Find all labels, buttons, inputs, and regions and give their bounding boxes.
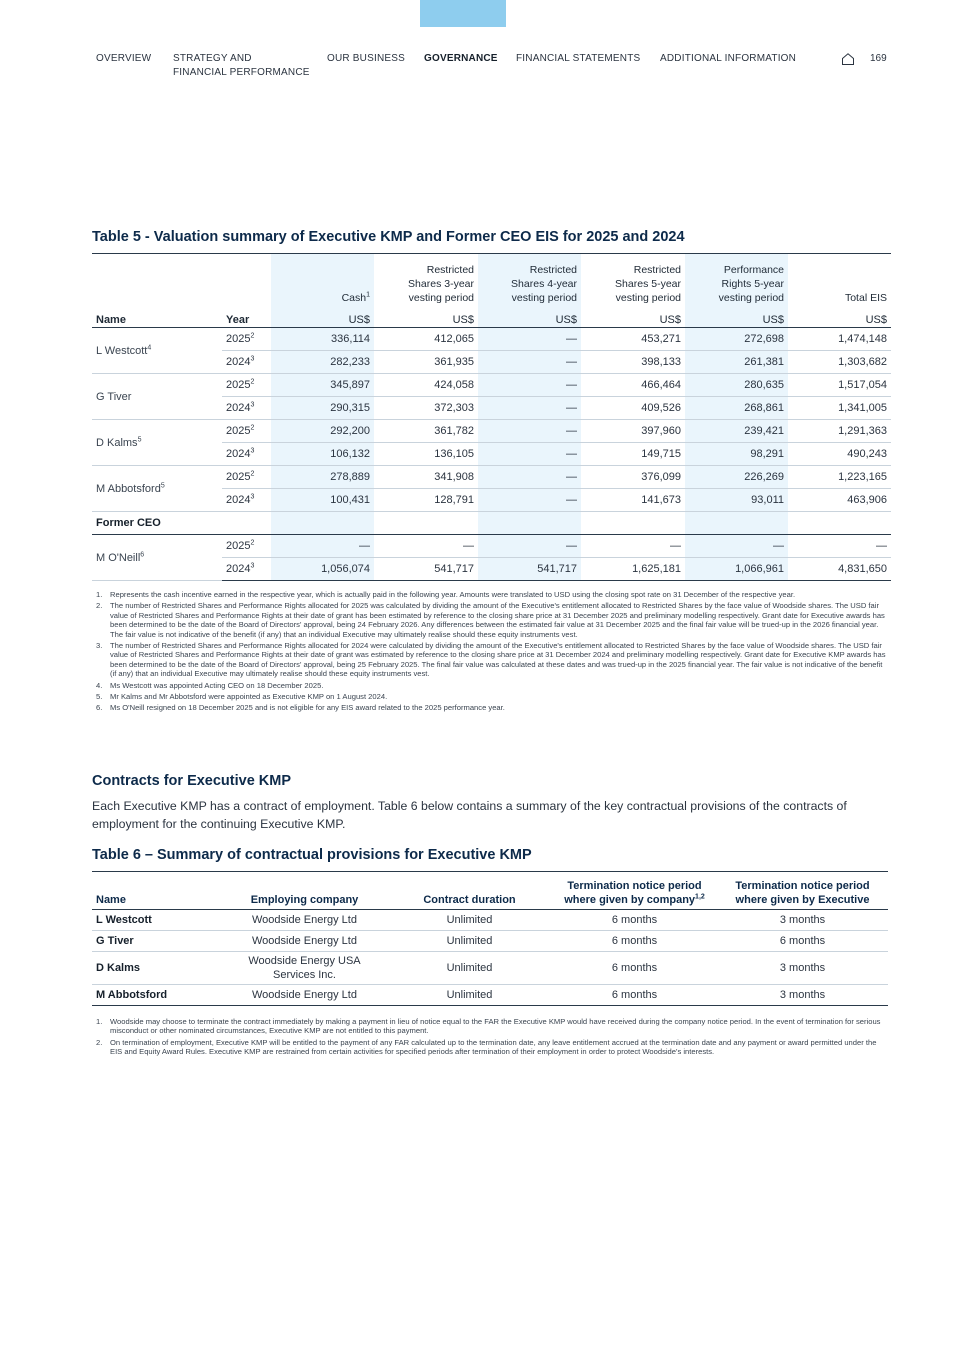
- footnote-number: 1.: [96, 590, 103, 599]
- value-cell: 463,906: [788, 489, 891, 512]
- footnote-ref: 2: [250, 470, 255, 478]
- table-row: [92, 910, 888, 931]
- footnote-ref: 3: [250, 355, 255, 363]
- value-cell: —: [478, 420, 581, 443]
- value-cell: 1,341,005: [788, 397, 891, 420]
- value-cell: 424,058: [374, 374, 478, 397]
- nav-strategy-line2: FINANCIAL PERFORMANCE: [173, 67, 310, 78]
- footnote-text: Ms Westcott was appointed Acting CEO on 18 December 2025.: [110, 680, 324, 690]
- unit-cell: US$: [374, 307, 478, 328]
- unit-cell: US$: [581, 307, 685, 328]
- value-cell: 409,526: [581, 397, 685, 420]
- person-name: [92, 466, 222, 512]
- nav-strategy[interactable]: [173, 52, 310, 80]
- person-name: G Tiver: [92, 931, 222, 952]
- nav-financial-statements[interactable]: FINANCIAL STATEMENTS: [516, 53, 641, 64]
- person-name-text: D Kalms: [96, 436, 138, 449]
- footnote-ref: 3: [250, 447, 255, 455]
- value-cell: 149,715: [581, 443, 685, 466]
- table-row: [92, 374, 891, 397]
- value-cell: 341,908: [374, 466, 478, 489]
- footnote: [96, 681, 886, 690]
- value-cell: —: [374, 535, 478, 558]
- empty-cell: [581, 512, 685, 535]
- value-cell: 372,303: [374, 397, 478, 420]
- value-cell: —: [478, 351, 581, 374]
- nav-our-business[interactable]: OUR BUSINESS: [327, 53, 405, 64]
- empty-cell: [374, 512, 478, 535]
- contracts-paragraph: Each Executive KMP has a contract of employment. Table 6 below contains a summary of the key contractual provisions of the contracts of employment for the continuing Executive KMP.: [92, 799, 847, 831]
- employing-company: Woodside Energy Ltd: [222, 985, 387, 1006]
- value-cell: 1,474,148: [788, 328, 891, 351]
- value-cell: 98,291: [685, 443, 788, 466]
- home-icon[interactable]: [841, 52, 855, 66]
- footnote: [96, 641, 886, 679]
- footnote-number: 1.: [96, 1017, 103, 1026]
- executive-notice: 3 months: [717, 952, 888, 985]
- person-name: M Abbotsford: [92, 985, 222, 1006]
- footnote-number: 6.: [96, 703, 103, 713]
- value-cell: 100,431: [271, 489, 374, 512]
- col-company-notice: Termination notice period where given by company$^{1,2}$: [552, 872, 717, 910]
- footnote-text: The number of Restricted Shares and Performance Rights allocated for 2024 were calculated by dividing the amount of the Executive's entitlement allocated to Restricted Shares by the face value of Woodside shares. The USD fair value of Restricted Shares and Performance Rights at their date of grant was estimated by reference to the closing share price at 31 December 2024 and preliminary modelling respectively. Grant date for Executive KMP awards has been determined to be the date of the Board of Directors' approval, being 25 February 2025. The final fair value was calculated at these dates and was trued-up in the 2025 financial year. The fair value is not indicative of the benefit (if any) that an individual Executive may ultimately realise should these equity instruments vest.: [110, 641, 886, 679]
- value-cell: 106,132: [271, 443, 374, 466]
- year-text: 2025: [226, 425, 251, 437]
- year-text: 2024: [226, 356, 251, 368]
- section-tab-marker: [420, 0, 506, 27]
- value-cell: —: [788, 535, 891, 558]
- person-name: [92, 535, 222, 581]
- company-notice: 6 months: [552, 910, 717, 931]
- value-cell: 141,673: [581, 489, 685, 512]
- footnote-text: Represents the cash incentive earned in the respective year, which is actually paid in the following year. Amounts were translated to USD using the closing spot rate on 31 December of the respective year.: [110, 590, 796, 599]
- footnote-ref: 2: [250, 332, 255, 340]
- contract-provisions-table: [92, 871, 888, 1006]
- employing-company: Woodside Energy Ltd: [222, 931, 387, 952]
- section-row: [92, 512, 891, 535]
- value-cell: 1,066,961: [685, 558, 788, 581]
- year-cell: [222, 535, 271, 558]
- value-cell: 336,114: [271, 328, 374, 351]
- value-cell: 466,464: [581, 374, 685, 397]
- table-row: [92, 952, 888, 985]
- person-name-text: M Abbotsford: [96, 482, 161, 495]
- footnote-number: 5.: [96, 692, 103, 702]
- company-notice: 6 months: [552, 952, 717, 985]
- year-text: 2024: [226, 494, 251, 506]
- year-text: 2025: [226, 379, 251, 391]
- executive-notice: 3 months: [717, 985, 888, 1006]
- footnote: [96, 703, 886, 712]
- value-cell: —: [478, 535, 581, 558]
- footnote-text: Ms O'Neill resigned on 18 December 2025 and is not eligible for any EIS award related to the 2025 performance year.: [110, 703, 505, 713]
- year-text: 2025: [226, 540, 251, 552]
- value-cell: 490,243: [788, 443, 891, 466]
- contract-duration: Unlimited: [387, 952, 552, 985]
- value-cell: —: [478, 328, 581, 351]
- contract-duration: Unlimited: [387, 910, 552, 931]
- footnote-text: On termination of employment, Executive KMP will be entitled to the payment of any FAR calculated up to the termination date, any leave entitlement accrued at the termination date and any payment or award permitted under the EIS and Equity Award Rules. Executive KMP are restrained from certain activities for specified periods after termination of their employment in order to protect Woodside's interests.: [110, 1037, 877, 1057]
- contract-duration: Unlimited: [387, 931, 552, 952]
- value-cell: 136,105: [374, 443, 478, 466]
- section-label: Former CEO: [92, 512, 271, 535]
- value-cell: 345,897: [271, 374, 374, 397]
- company-notice: 6 months: [552, 985, 717, 1006]
- table6-title: Table 6 – Summary of contractual provisions for Executive KMP: [92, 847, 532, 863]
- empty-cell: [271, 512, 374, 535]
- value-cell: 239,421: [685, 420, 788, 443]
- value-cell: 1,303,682: [788, 351, 891, 374]
- col-rs3: Restricted Shares 3-year vesting period: [408, 264, 474, 304]
- value-cell: —: [685, 535, 788, 558]
- unit-cell: US$: [685, 307, 788, 328]
- contract-duration: Unlimited: [387, 985, 552, 1006]
- col-rs4: Restricted Shares 4-year vesting period: [478, 254, 581, 308]
- year-cell: [222, 443, 271, 466]
- footnote-number: 2.: [96, 601, 103, 611]
- value-cell: 398,133: [581, 351, 685, 374]
- footnote: [96, 692, 886, 701]
- col-name: Name: [92, 307, 222, 328]
- unit-cell: US$: [271, 307, 374, 328]
- value-cell: —: [271, 535, 374, 558]
- col-rs5: Restricted Shares 5-year vesting period: [615, 264, 681, 304]
- value-cell: 282,233: [271, 351, 374, 374]
- value-cell: —: [581, 535, 685, 558]
- year-cell: [222, 328, 271, 351]
- value-cell: 261,381: [685, 351, 788, 374]
- col-year: Year: [222, 307, 271, 328]
- valuation-summary-table: [92, 253, 891, 581]
- footnote-ref: 2: [250, 539, 255, 547]
- table-row: [92, 328, 891, 351]
- nav-governance[interactable]: GOVERNANCE: [424, 53, 498, 64]
- col-pr: Performance Rights 5-year vesting period: [685, 254, 788, 308]
- value-cell: 278,889: [271, 466, 374, 489]
- value-cell: 128,791: [374, 489, 478, 512]
- value-cell: 376,099: [581, 466, 685, 489]
- footnote-ref: 3: [250, 401, 255, 409]
- value-cell: —: [478, 443, 581, 466]
- year-cell: [222, 466, 271, 489]
- table5-footnotes: [96, 590, 886, 715]
- value-cell: 361,782: [374, 420, 478, 443]
- col-total: Total EIS: [844, 292, 887, 304]
- table-row: [92, 535, 891, 558]
- value-cell: 290,315: [271, 397, 374, 420]
- person-name: D Kalms: [92, 952, 222, 985]
- value-cell: —: [478, 466, 581, 489]
- footnote-ref: 5: [160, 481, 165, 489]
- value-cell: 268,861: [685, 397, 788, 420]
- contracts-heading: Contracts for Executive KMP: [92, 773, 292, 789]
- empty-cell: [685, 512, 788, 535]
- company-line: Services Inc.: [273, 969, 336, 981]
- value-cell: 4,831,650: [788, 558, 891, 581]
- col-executive-notice: Termination notice period where given by Executive: [717, 872, 888, 910]
- footnote-number: 4.: [96, 680, 103, 690]
- value-cell: —: [478, 489, 581, 512]
- person-name-text: M O'Neill: [96, 551, 141, 564]
- person-name-text: L Westcott: [96, 344, 148, 357]
- unit-cell: US$: [478, 307, 581, 328]
- employing-company: Woodside Energy Ltd: [222, 910, 387, 931]
- executive-notice: 3 months: [717, 910, 888, 931]
- year-text: 2025: [226, 471, 251, 483]
- footnote-number: 3.: [96, 641, 103, 651]
- footnote: [96, 601, 886, 639]
- value-cell: 280,635: [685, 374, 788, 397]
- col-employing-company: Employing company: [222, 872, 387, 910]
- person-name: [92, 328, 222, 374]
- table-row: [92, 466, 891, 489]
- footnote-text: The number of Restricted Shares and Performance Rights allocated for 2025 was calculated by dividing the amount of the Executive's entitlement allocated to Restricted Shares by the face value of Woodside shares. The USD fair value of Restricted Shares and Performance Rights at their date of grant has been estimated by reference to the closing share price at 31 December 2025 and preliminary modelling respectively. Grant date for Executive awards has been determined to be the date of the Board of Directors' approval, being 24 February 2026. Any differences between the estimated fair value at 31 December 2025 and the final fair value will be trued-up in the 2026 financial year. The fair value is not indicative of the benefit (if any) that an individual Executive may ultimately realise should these equity instruments vest.: [110, 601, 885, 639]
- footnote-ref: 2: [250, 424, 255, 432]
- col-name: Name: [92, 872, 222, 910]
- empty-cell: [478, 512, 581, 535]
- footnote-text: Mr Kalms and Mr Abbotsford were appointed as Executive KMP on 1 August 2024.: [110, 692, 388, 702]
- col-contract-duration: Contract duration: [387, 872, 552, 910]
- company-notice: 6 months: [552, 931, 717, 952]
- value-cell: 272,698: [685, 328, 788, 351]
- person-name: [92, 374, 222, 420]
- footnote-ref: 6: [140, 550, 145, 558]
- page-number: 169: [870, 53, 887, 64]
- footnote-text: Woodside may choose to terminate the contract immediately by making a payment in lieu of notice equal to the FAR the Executive KMP would have received during the company notice period. In the event of termination for serious misconduct or other nominated circumstances, Executive KMP are not entitled to this payment.: [110, 1017, 881, 1036]
- footnote-ref: 2: [250, 378, 255, 386]
- value-cell: 541,717: [478, 558, 581, 581]
- footnote-ref: 5: [137, 435, 142, 443]
- col-cash: Cash$^1$: [271, 254, 374, 308]
- year-cell: [222, 420, 271, 443]
- footnote: [96, 1038, 886, 1057]
- executive-notice: 6 months: [717, 931, 888, 952]
- nav-strategy-line1: STRATEGY AND: [173, 53, 252, 64]
- footnote-ref: 3: [250, 493, 255, 501]
- employing-company: [222, 952, 387, 985]
- value-cell: 1,291,363: [788, 420, 891, 443]
- value-cell: 541,717: [374, 558, 478, 581]
- year-text: 2024: [226, 448, 251, 460]
- year-text: 2024: [226, 402, 251, 414]
- person-name: [92, 420, 222, 466]
- year-cell: [222, 351, 271, 374]
- value-cell: 412,065: [374, 328, 478, 351]
- person-name: L Westcott: [92, 910, 222, 931]
- table6-footnotes: [96, 1017, 886, 1059]
- year-cell: [222, 558, 271, 581]
- table5-title: Table 5 - Valuation summary of Executive KMP and Former CEO EIS for 2025 and 2024: [92, 229, 685, 245]
- value-cell: 1,625,181: [581, 558, 685, 581]
- footnote-ref: 3: [250, 562, 255, 570]
- value-cell: 361,935: [374, 351, 478, 374]
- value-cell: 226,269: [685, 466, 788, 489]
- footnote-ref: 4: [147, 343, 152, 351]
- value-cell: 93,011: [685, 489, 788, 512]
- value-cell: 453,271: [581, 328, 685, 351]
- person-name-text: G Tiver: [96, 390, 132, 403]
- table-row: [92, 420, 891, 443]
- nav-additional-information[interactable]: ADDITIONAL INFORMATION: [660, 53, 797, 64]
- table-row: [92, 985, 888, 1006]
- value-cell: 292,200: [271, 420, 374, 443]
- value-cell: —: [478, 397, 581, 420]
- table-row: [92, 931, 888, 952]
- year-text: 2025: [226, 333, 251, 345]
- year-text: 2024: [226, 563, 251, 575]
- value-cell: 397,960: [581, 420, 685, 443]
- company-line: Woodside Energy USA: [248, 955, 361, 967]
- value-cell: 1,056,074: [271, 558, 374, 581]
- value-cell: 1,517,054: [788, 374, 891, 397]
- footnote-number: 2.: [96, 1037, 103, 1047]
- nav-overview[interactable]: OVERVIEW: [96, 53, 152, 64]
- year-cell: [222, 397, 271, 420]
- footnote: [96, 1017, 886, 1036]
- unit-cell: US$: [788, 307, 891, 328]
- year-cell: [222, 489, 271, 512]
- value-cell: 1,223,165: [788, 466, 891, 489]
- footnote: [96, 590, 886, 599]
- value-cell: —: [478, 374, 581, 397]
- year-cell: [222, 374, 271, 397]
- empty-cell: [788, 512, 891, 535]
